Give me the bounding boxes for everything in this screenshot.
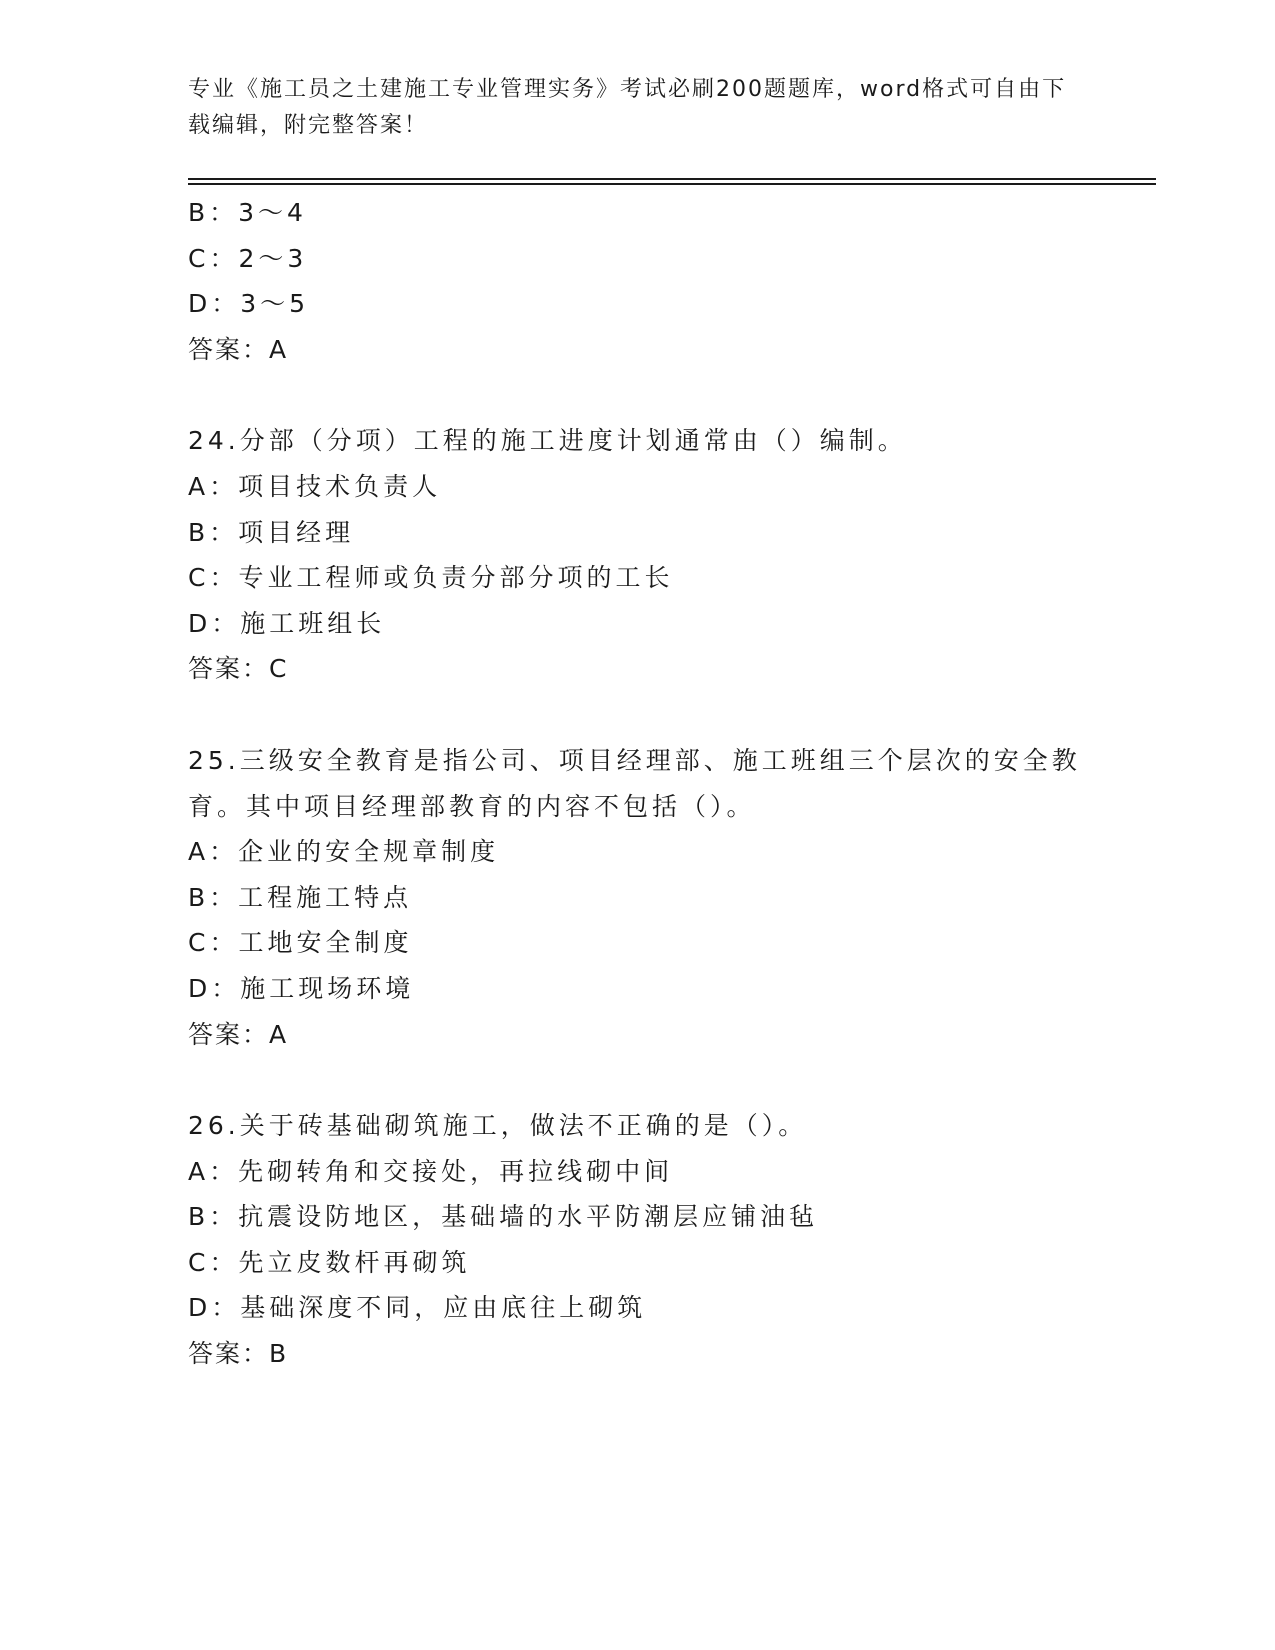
option-c: C：工地安全制度: [188, 928, 413, 958]
question-23-fragment: [188, 190, 1118, 372]
question-24: [188, 418, 1118, 692]
header-rule-bottom: [188, 183, 1156, 185]
option-a: A：项目技术负责人: [188, 471, 442, 501]
option-c: C：2～3: [188, 243, 308, 273]
option-d: D：基础深度不同，应由底往上砌筑: [188, 1293, 647, 1323]
option-c: C：专业工程师或负责分部分项的工长: [188, 563, 674, 593]
answer-line: 答案：A: [188, 1019, 289, 1049]
answer-line: 答案：A: [188, 334, 289, 364]
option-d: D：3～5: [188, 289, 310, 319]
spacer: [188, 692, 1118, 738]
spacer: [188, 372, 1118, 418]
option-a: A：企业的安全规章制度: [188, 837, 500, 867]
option-a: A：先砌转角和交接处，再拉线砌中间: [188, 1156, 674, 1186]
answer-line: 答案：B: [188, 1339, 289, 1369]
document-header: 专业《施工员之土建施工专业管理实务》考试必刷200题题库，word格式可自由下载编辑，附完整答案！: [188, 77, 1067, 138]
question-25: [188, 738, 1118, 1057]
option-b: B：项目经理: [188, 517, 355, 547]
option-b: B：抗震设防地区，基础墙的水平防潮层应铺油毡: [188, 1202, 819, 1232]
option-b: B：3～4: [188, 198, 307, 227]
option-b: B：工程施工特点: [188, 882, 413, 912]
question-text: 25.三级安全教育是指公司、项目经理部、施工班组三个层次的安全教育。其中项目经理部教育的内容不包括（）。: [188, 745, 1081, 821]
header-rule-top: [188, 178, 1156, 180]
option-d: D：施工现场环境: [188, 973, 415, 1003]
answer-line: 答案：C: [188, 654, 289, 684]
question-text: 24.分部（分项）工程的施工进度计划通常由（）编制。: [188, 426, 907, 456]
spacer: [188, 1057, 1118, 1103]
question-26: [188, 1103, 1118, 1377]
option-c: C：先立皮数杆再砌筑: [188, 1247, 471, 1277]
question-list: [188, 190, 1118, 1377]
option-d: D：施工班组长: [188, 608, 386, 638]
question-text: 26.关于砖基础砌筑施工，做法不正确的是（）。: [188, 1111, 808, 1141]
